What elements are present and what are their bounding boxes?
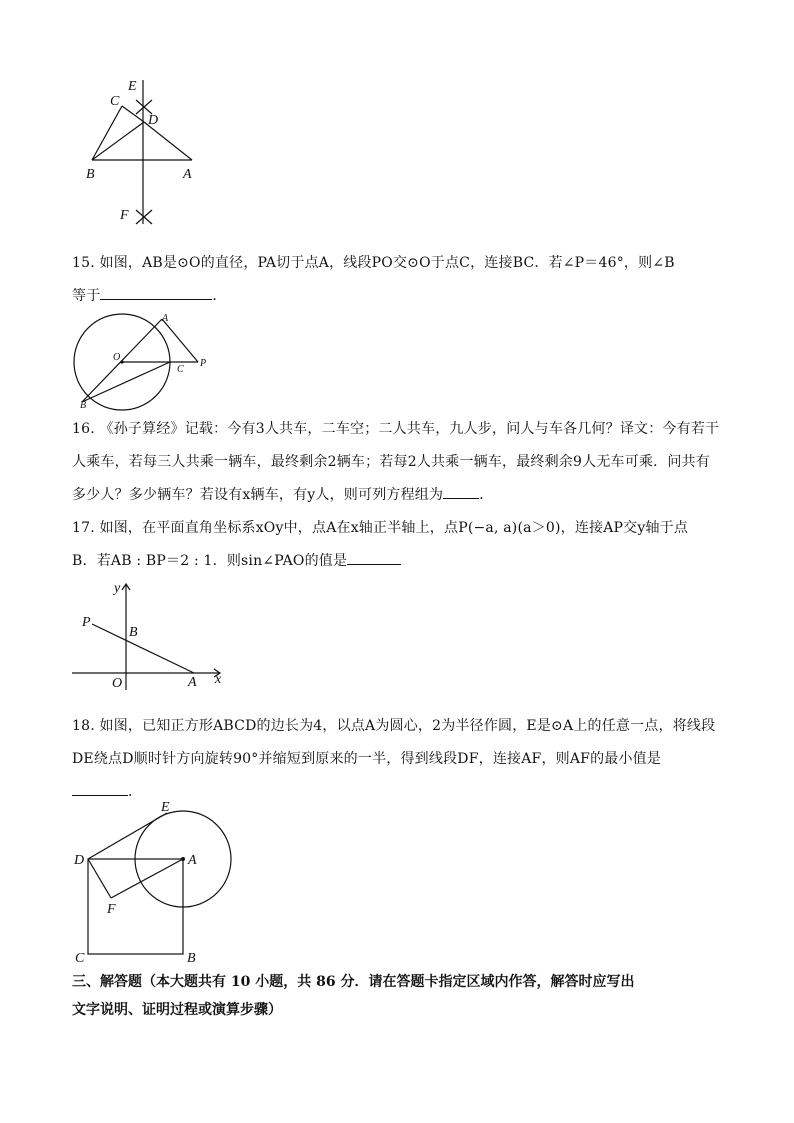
label-D: D bbox=[74, 853, 85, 868]
q18-line1: 18. 如图，已知正方形ABCD的边长为4，以点A为圆心，2为半径作圆，E是⊙A上的任意一点，将线段 bbox=[72, 718, 716, 734]
q15-answer-blank[interactable] bbox=[100, 285, 212, 300]
label-D: D bbox=[148, 113, 159, 128]
q17-line1: 17. 如图，在平面直角坐标系xOy中，点A在x轴正半轴上，点P(−a, a)(a＞0)，连接AP交y轴于点 bbox=[72, 520, 689, 536]
label-x: x bbox=[215, 672, 222, 687]
q15-line2: 等于 ． bbox=[72, 280, 732, 313]
label-P: P bbox=[200, 358, 207, 369]
label-F: F bbox=[120, 208, 129, 223]
q16-line2: 人乘车，若每三人共乘一辆车，最终剩余2辆车；若每2人共乘一辆车，最终剩余9人无车可乘．问共有 bbox=[72, 454, 710, 470]
label-B: B bbox=[86, 167, 95, 182]
label-C: C bbox=[177, 364, 184, 375]
q16-line1: 16. 《孙子算经》记载：今有3人共车，二车空；二人共车，九人步，问人与车各几何？译文：今有若干 bbox=[72, 421, 720, 437]
question-15 bbox=[72, 247, 732, 313]
section-3-heading bbox=[72, 968, 732, 1024]
label-F: F bbox=[107, 902, 116, 917]
q16-line3: 多少人？多少辆车？若设有x辆车，有y人，则可列方程组为 ． bbox=[72, 479, 732, 512]
label-y: y bbox=[114, 581, 121, 596]
label-C: C bbox=[75, 951, 85, 966]
question-17 bbox=[72, 512, 732, 578]
q17-line2: B．若AB : BP＝2 : 1．则sin∠PAO的值是 bbox=[72, 545, 732, 578]
q18-answer-blank[interactable] bbox=[72, 781, 128, 796]
question-18 bbox=[72, 710, 732, 809]
label-O: O bbox=[113, 352, 121, 363]
q14-figure bbox=[80, 72, 210, 232]
label-A: A bbox=[188, 853, 197, 868]
q15-line1: 15. 如图，AB是⊙O的直径，PA切于点A，线段PO交⊙O于点C，连接BC．若∠P＝46°，则∠B bbox=[72, 255, 675, 271]
q18-line3: ． bbox=[72, 776, 732, 809]
q16-answer-blank[interactable] bbox=[443, 484, 479, 499]
label-O: O bbox=[112, 676, 123, 691]
label-B: B bbox=[129, 625, 138, 640]
q17-answer-blank[interactable] bbox=[347, 550, 401, 565]
q18-figure bbox=[70, 797, 245, 967]
question-16 bbox=[72, 413, 732, 512]
label-B: B bbox=[80, 400, 87, 411]
label-B: B bbox=[187, 951, 196, 966]
section-3-line2: 文字说明、证明过程或演算步骤） bbox=[72, 1002, 282, 1018]
section-3-line1: 三、解答题（本大题共有 10 小题，共 86 分．请在答题卡指定区域内作答，解答时应写出 bbox=[72, 974, 635, 990]
q18-line2: DE绕点D顺时针方向旋转90°并缩短到原来的一半，得到线段DF，连接AF，则AF的最小值是 bbox=[72, 751, 662, 767]
label-E: E bbox=[128, 79, 137, 94]
label-P: P bbox=[82, 615, 91, 630]
label-E: E bbox=[161, 800, 170, 815]
q15-figure bbox=[68, 312, 218, 412]
label-A: A bbox=[183, 167, 192, 182]
label-A: A bbox=[162, 313, 169, 324]
q17-figure bbox=[70, 578, 230, 693]
label-C: C bbox=[110, 94, 120, 109]
label-A: A bbox=[188, 675, 197, 690]
